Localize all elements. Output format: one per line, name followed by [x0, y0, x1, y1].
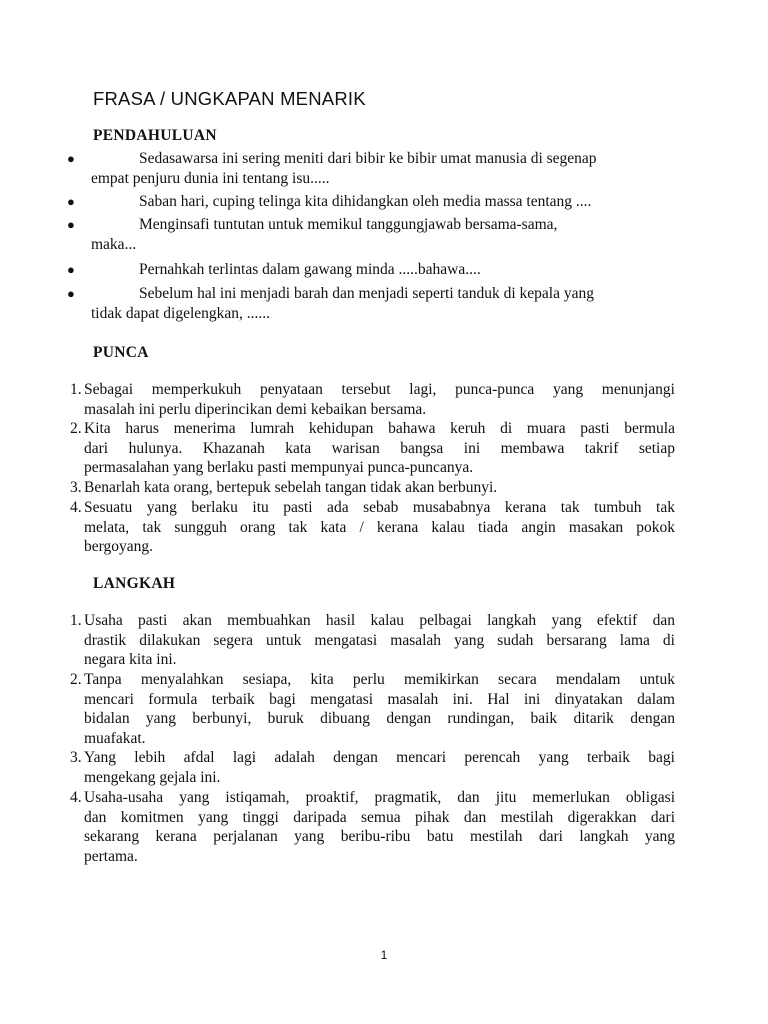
list-item [70, 478, 675, 498]
list-item-line: Usaha pasti akan membuahkan hasil kalau pelbagai langkah yang efektif dan [84, 612, 675, 629]
list-item-line: Sebagai memperkukuh penyataan tersebut lagi, punca-punca yang menunjangi [84, 381, 675, 398]
list-item-line: Kita harus menerima lumrah kehidupan bahawa keruh di muara pasti bermula [84, 420, 675, 437]
list-item-text-continued: maka... [91, 235, 137, 253]
list-item-line: muafakat. [84, 729, 146, 747]
list-item-line: masalah ini perlu diperincikan demi kebaikan bersama. [84, 400, 427, 418]
bullet-icon: ● [67, 151, 75, 166]
document-title: FRASA / UNGKAPAN MENARIK [93, 88, 366, 109]
list-item [70, 748, 675, 787]
list-item-number: 3. [70, 749, 82, 766]
list-item-line: drastik dilakukan segera untuk mengatasi masalah yang sudah bersarang lama di [84, 631, 675, 649]
list-item [70, 670, 675, 748]
list-item-line: dan komitmen yang tinggi daripada semua pihak dan mestilah digerakkan dari [84, 808, 675, 826]
list-item-line: Benarlah kata orang, bertepuk sebelah tangan tidak akan berbunyi. [84, 479, 498, 496]
list-item-text: Saban hari, cuping telinga kita dihidangkan oleh media massa tentang .... [139, 193, 592, 210]
list-item [70, 788, 675, 866]
list-item-line: negara kita ini. [84, 651, 177, 669]
bullet-icon: ● [67, 286, 75, 301]
list-item-text-continued: empat penjuru dunia ini tentang isu..... [91, 169, 330, 187]
list-item-line: permasalahan yang berlaku pasti mempunyai punca-puncanya. [84, 459, 474, 477]
list-item-line: Tanpa menyalahkan sesiapa, kita perlu memikirkan secara mendalam untuk [84, 671, 675, 688]
list-item-line: melata, tak sungguh orang tak kata / kerana kalau tiada angin masakan pokok [84, 518, 675, 536]
list-item-number: 4. [70, 789, 82, 806]
list-item-text-continued: tidak dapat digelengkan, ...... [91, 304, 271, 322]
list-item-number: 3. [70, 479, 82, 496]
list-item [70, 611, 675, 670]
list-item-number: 1. [70, 381, 82, 398]
list-item-text: Menginsafi tuntutan untuk memikul tanggungjawab bersama-sama, [139, 216, 558, 233]
list-item-line: sekarang kerana perjalanan yang beribu-ribu batu mestilah dari langkah yang [84, 828, 675, 846]
list-item-line: bergoyang. [84, 538, 154, 556]
list-item-text: Sedasawarsa ini sering meniti dari bibir ke bibir umat manusia di segenap [139, 150, 597, 167]
list-item-text: Sebelum hal ini menjadi barah dan menjadi seperti tanduk di kepala yang [139, 285, 594, 302]
bullet-icon: ● [67, 262, 75, 277]
list-item-line: dari hulunya. Khazanah kata warisan bangsa ini membawa takrif setiap [84, 439, 675, 457]
section-heading-langkah: LANGKAH [93, 575, 176, 592]
list-item [70, 498, 675, 557]
list-item-number: 2. [70, 420, 82, 437]
list-item-line: mengekang gejala ini. [84, 768, 221, 786]
section-heading-pendahuluan: PENDAHULUAN [93, 127, 217, 144]
page-number: 1 [380, 948, 388, 962]
bullet-icon: ● [67, 194, 75, 209]
bullet-icon: ● [67, 217, 75, 232]
section-heading-punca: PUNCA [93, 344, 149, 361]
list-item-line: pertama. [84, 847, 138, 865]
list-item [70, 380, 675, 419]
list-item-line: mencari formula terbaik bagi mengatasi masalah ini. Hal ini dinyatakan dalam [84, 690, 675, 708]
list-item-number: 4. [70, 499, 82, 516]
list-item-line: bidalan yang berbunyi, buruk dibuang dengan rundingan, baik ditarik dengan [84, 710, 675, 728]
list-item-number: 1. [70, 612, 82, 629]
list-item-line: Yang lebih afdal lagi adalah dengan mencari perencah yang terbaik bagi [84, 749, 675, 766]
list-item-text: Pernahkah terlintas dalam gawang minda .....bahawa.... [139, 261, 481, 278]
list-item-number: 2. [70, 671, 82, 688]
list-item [70, 419, 675, 478]
list-item-line: Sesuatu yang berlaku itu pasti ada sebab musababnya kerana tak tumbuh tak [84, 499, 675, 516]
list-item-line: Usaha-usaha yang istiqamah, proaktif, pragmatik, dan jitu memerlukan obligasi [84, 789, 675, 806]
